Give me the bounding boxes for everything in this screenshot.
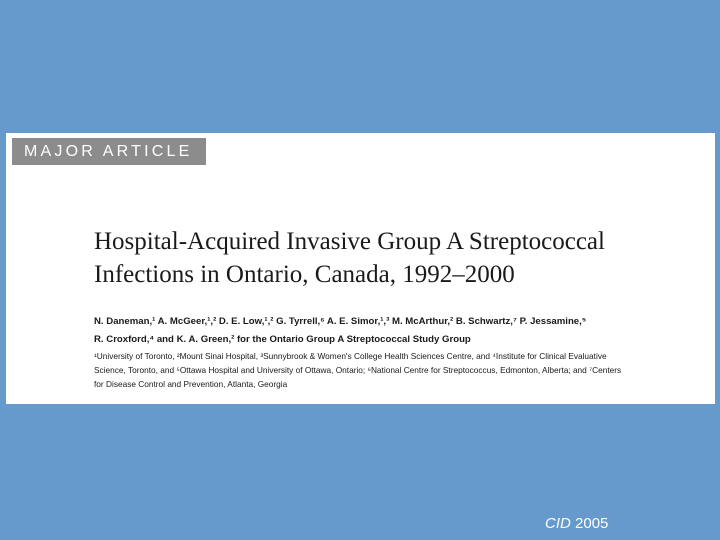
- affiliation-line: ¹University of Toronto, ²Mount Sinai Hospital, ³Sunnybrook & Women's College Health Sciences Centre, and ⁴Institute for Clinical Evaluative: [94, 351, 607, 361]
- citation-journal: CID: [545, 515, 571, 532]
- citation-year: 2005: [575, 515, 609, 532]
- affiliation-line: Science, Toronto, and ⁵Ottawa Hospital and University of Ottawa, Ontario; ⁶National Centre for Streptococcus, Edmonton, Alberta; and ⁷Centers: [94, 365, 622, 375]
- author-line: N. Daneman,¹ A. McGeer,¹,² D. E. Low,¹,² G. Tyrrell,⁶ A. E. Simor,¹,³ M. McArthur,² B. Schwartz,⁷ P. Jessamine,⁵: [94, 316, 587, 327]
- title-line: Hospital-Acquired Invasive Group A Streptococcal: [94, 228, 605, 255]
- article-title: [94, 225, 694, 291]
- section-tag: MAJOR ARTICLE: [12, 138, 206, 165]
- author-list: [94, 313, 704, 349]
- affiliation-list: [94, 349, 704, 391]
- author-line: R. Croxford,⁴ and K. A. Green,² for the Ontario Group A Streptococcal Study Group: [94, 334, 471, 345]
- affiliation-line: for Disease Control and Prevention, Atlanta, Georgia: [94, 379, 288, 389]
- citation-caption: [545, 514, 608, 534]
- title-line: Infections in Ontario, Canada, 1992–2000: [94, 261, 515, 288]
- article-header-panel: [6, 133, 715, 404]
